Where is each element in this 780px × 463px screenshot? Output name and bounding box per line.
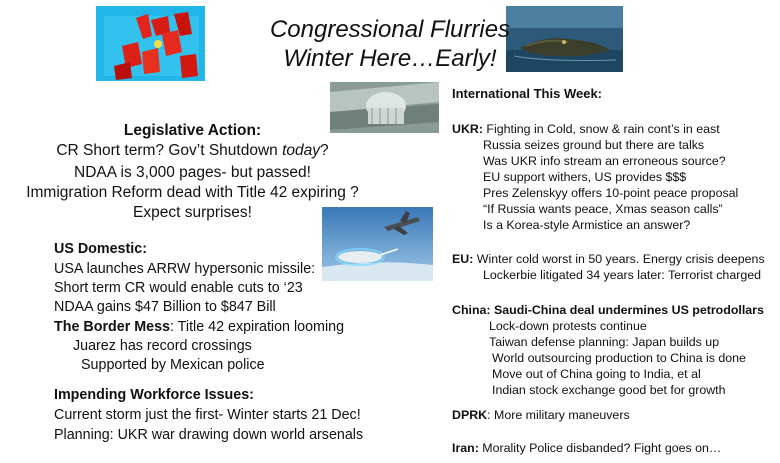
china-detail: Lock-down protests continue	[489, 319, 647, 333]
us-domestic-line: USA launches ARRW hypersonic missile:	[54, 261, 316, 277]
ukr-detail: Is a Korea-style Armistice an answer?	[483, 218, 691, 232]
border-mess-detail: Juarez has record crossings	[73, 338, 252, 354]
workforce-line: Current storm just the first- Winter starts 21 Dec!	[54, 407, 361, 423]
ukr-detail: Pres Zelenskyy offers 10-point peace proposal	[483, 186, 739, 200]
ukr-detail: EU support withers, US provides $$$	[483, 170, 687, 184]
ukr-detail: Was UKR info stream an erroneous source?	[483, 154, 726, 168]
china-detail: Taiwan defense planning: Japan builds up	[489, 335, 720, 349]
us-domestic-line: NDAA gains $47 Billion to $847 Bill	[54, 299, 276, 315]
workforce-line: Planning: UKR war drawing down world arsenals	[54, 427, 364, 443]
china-heading: China: Saudi-China deal undermines US petrodollars	[452, 303, 764, 317]
eu-line: EU: Winter cold worst in 50 years. Energy crisis deepens	[452, 252, 765, 266]
legislative-heading: Legislative Action:	[123, 122, 262, 139]
ukr-line: UKR: Fighting in Cold, snow & rain cont’s in east	[452, 122, 720, 136]
international-heading: International This Week:	[452, 86, 603, 101]
ukr-detail: Russia seizes ground but there are talks	[483, 138, 705, 152]
legislative-line-cr: CR Short term? Gov’t Shutdown today?	[56, 142, 329, 159]
workforce-heading: Impending Workforce Issues:	[54, 387, 254, 403]
border-mess-detail: Supported by Mexican police	[81, 357, 265, 373]
iran-line: Iran: Morality Police disbanded? Fight goes on…	[452, 441, 722, 455]
legislative-line-ndaa: NDAA is 3,000 pages- but passed!	[74, 164, 311, 181]
us-domestic-line: Short term CR would enable cuts to ‘23	[54, 280, 303, 296]
ukr-detail: “If Russia wants peace, Xmas season calls”	[483, 202, 723, 216]
china-detail: World outsourcing production to China is done	[492, 351, 746, 365]
us-domestic-heading: US Domestic:	[54, 241, 147, 257]
china-detail: Move out of China going to India, et al	[492, 367, 701, 381]
china-detail: Indian stock exchange good bet for growth	[492, 383, 726, 397]
legislative-line-surprises: Expect surprises!	[133, 204, 252, 221]
legislative-line-immigration: Immigration Reform dead with Title 42 expiring ?	[26, 184, 359, 201]
border-mess-line: The Border Mess: Title 42 expiration looming	[54, 319, 345, 335]
eu-detail: Lockerbie litigated 34 years later: Terrorist charged	[483, 268, 762, 282]
page-title-line1: Congressional Flurries	[269, 16, 511, 43]
dprk-line: DPRK: More military maneuvers	[452, 408, 630, 422]
page-title-line2: Winter Here…Early!	[283, 45, 497, 72]
